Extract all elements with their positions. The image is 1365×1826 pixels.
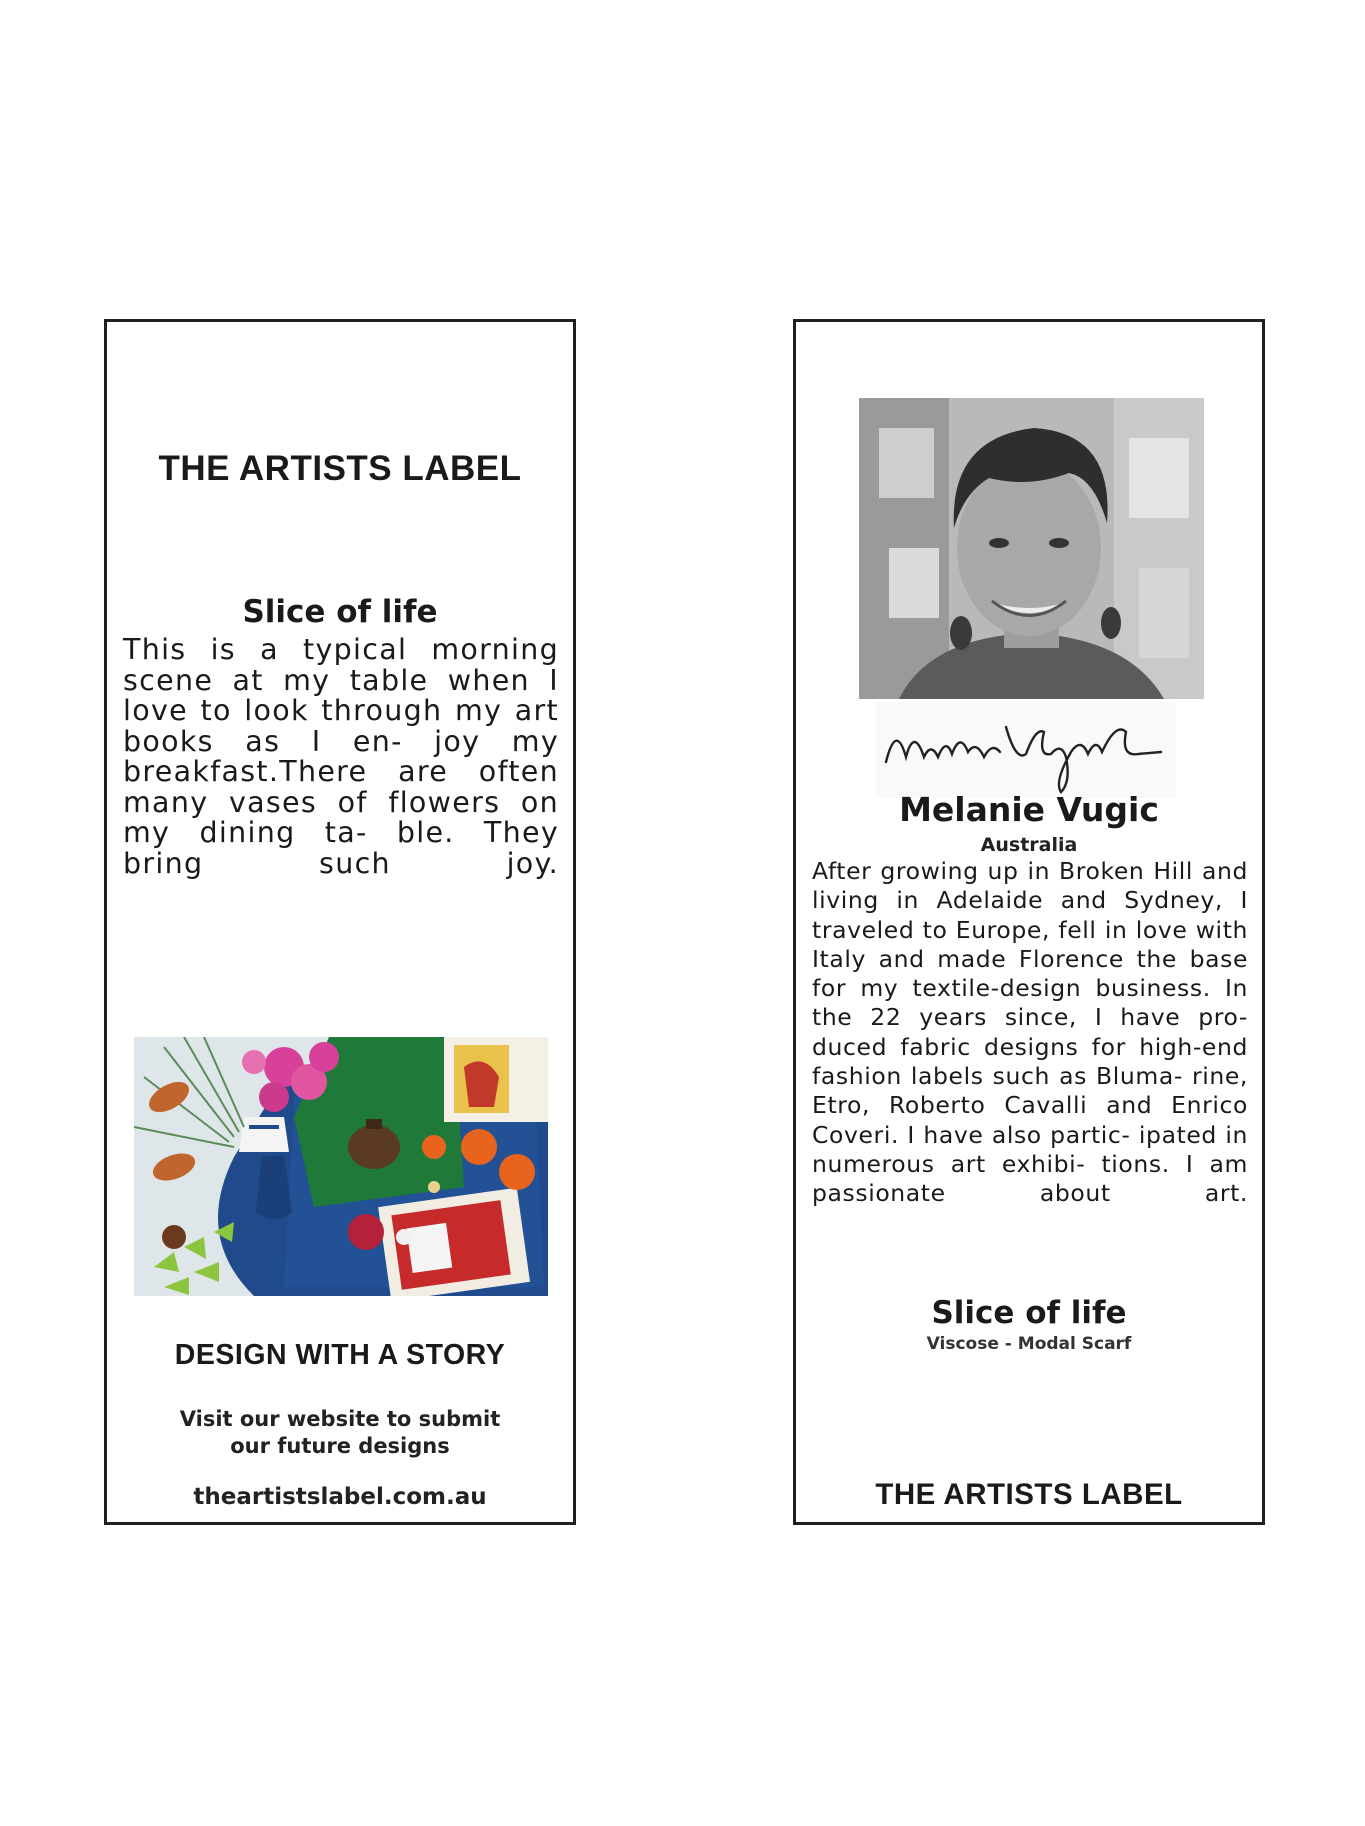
brand-footer: THE ARTISTS LABEL bbox=[875, 1478, 1183, 1511]
artist-portrait bbox=[859, 398, 1204, 699]
artwork-tag-card bbox=[104, 319, 576, 1525]
artist-name: Melanie Vugic bbox=[899, 790, 1159, 829]
artwork-image bbox=[134, 1037, 548, 1296]
product-material: Viscose - Modal Scarf bbox=[926, 1334, 1132, 1354]
artwork-title: Slice of life bbox=[242, 594, 438, 630]
website-call-to-action bbox=[107, 1406, 573, 1460]
product-title: Slice of life bbox=[931, 1295, 1127, 1331]
artwork-description: This is a typical morning scene at my table when I love to look through my art books as I en- joy my breakfast.There are often many vases of flowers on my dining ta- ble. They bring such joy. bbox=[123, 633, 559, 880]
brand-heading: THE ARTISTS LABEL bbox=[158, 449, 522, 488]
artist-bio: After growing up in Broken Hill and living in Adelaide and Sydney, I traveled to Europe, fell in love with Italy and made Florence the base for my textile-design business. In the 22 years since, I have pro- duced fabric designs for high-end fashion labels such as Bluma- rine, Etro, Roberto Cavalli and Enrico Coveri. I have also partic- ipated in numerous art exhibi- tions. I am passionate about art. bbox=[812, 857, 1248, 1208]
artist-tag-card bbox=[793, 319, 1265, 1525]
website-url: theartistslabel.com.au bbox=[193, 1484, 487, 1510]
tagline: DESIGN WITH A STORY bbox=[174, 1339, 506, 1371]
artist-signature bbox=[876, 702, 1176, 798]
cta-line: our future designs bbox=[230, 1434, 450, 1458]
cta-line: Visit our website to submit bbox=[179, 1407, 501, 1431]
artist-country: Australia bbox=[980, 834, 1078, 856]
